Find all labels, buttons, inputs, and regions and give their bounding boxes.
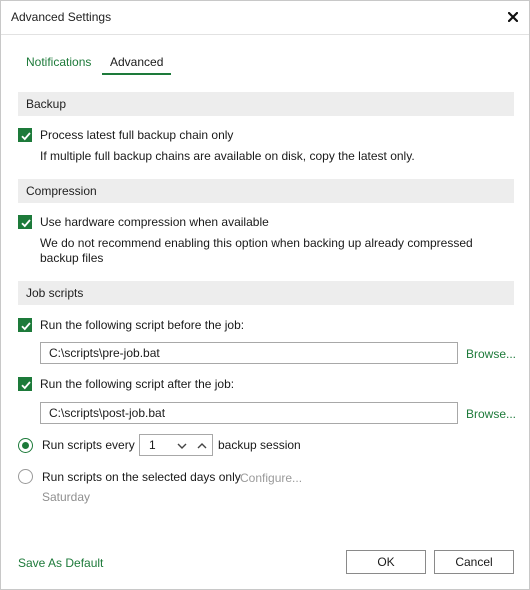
- script-after-label: Run the following script after the job:: [40, 377, 235, 391]
- chevron-down-icon: [177, 443, 187, 449]
- script-before-label: Run the following script before the job:: [40, 318, 245, 332]
- close-button[interactable]: [503, 7, 523, 27]
- tab-advanced[interactable]: Advanced: [102, 51, 171, 75]
- process-chain-checkbox[interactable]: [18, 128, 32, 142]
- configure-link[interactable]: Configure...: [240, 471, 303, 485]
- save-as-default-link[interactable]: Save As Default: [18, 556, 104, 570]
- checkmark-icon: [20, 217, 32, 229]
- script-before-checkbox[interactable]: [18, 318, 32, 332]
- close-icon: [508, 12, 518, 22]
- sessions-stepper[interactable]: [139, 434, 213, 456]
- script-after-checkbox[interactable]: [18, 377, 32, 391]
- hardware-compression-checkbox[interactable]: [18, 215, 32, 229]
- process-chain-label: Process latest full backup chain only: [40, 128, 234, 142]
- section-header-backup: Backup: [18, 92, 514, 116]
- run-every-radio[interactable]: [18, 438, 33, 453]
- chevron-up-icon: [197, 443, 207, 449]
- section-header-compression: Compression: [18, 179, 514, 203]
- title-bar: [1, 1, 529, 35]
- checkmark-icon: [20, 130, 32, 142]
- cancel-button[interactable]: Cancel: [434, 550, 514, 574]
- hardware-compression-label: Use hardware compression when available: [40, 215, 269, 229]
- script-before-path-input[interactable]: C:\scripts\pre-job.bat: [40, 342, 458, 364]
- browse-after-link[interactable]: Browse...: [466, 407, 517, 421]
- section-header-job-scripts: Job scripts: [18, 281, 514, 305]
- run-every-suffix: backup session: [218, 438, 301, 452]
- ok-button[interactable]: OK: [346, 550, 426, 574]
- run-every-label: Run scripts every: [42, 438, 135, 452]
- script-after-path-input[interactable]: C:\scripts\post-job.bat: [40, 402, 458, 424]
- browse-before-link[interactable]: Browse...: [466, 347, 517, 361]
- stepper-down-button[interactable]: [175, 439, 189, 453]
- checkmark-icon: [20, 379, 32, 391]
- selected-days-text: Saturday: [42, 490, 91, 504]
- tab-bar: [18, 51, 512, 75]
- hardware-compression-description: We do not recommend enabling this option when backing up already compressed backup files: [40, 236, 473, 265]
- run-days-label: Run scripts on the selected days only: [42, 470, 241, 484]
- process-chain-description: If multiple full backup chains are available on disk, copy the latest only.: [40, 149, 415, 163]
- tab-notifications[interactable]: Notifications: [26, 55, 92, 69]
- sessions-stepper-value[interactable]: 1: [149, 438, 156, 452]
- run-days-radio[interactable]: [18, 469, 33, 484]
- checkmark-icon: [20, 320, 32, 332]
- stepper-up-button[interactable]: [195, 439, 209, 453]
- dialog-title: Advanced Settings: [11, 10, 112, 24]
